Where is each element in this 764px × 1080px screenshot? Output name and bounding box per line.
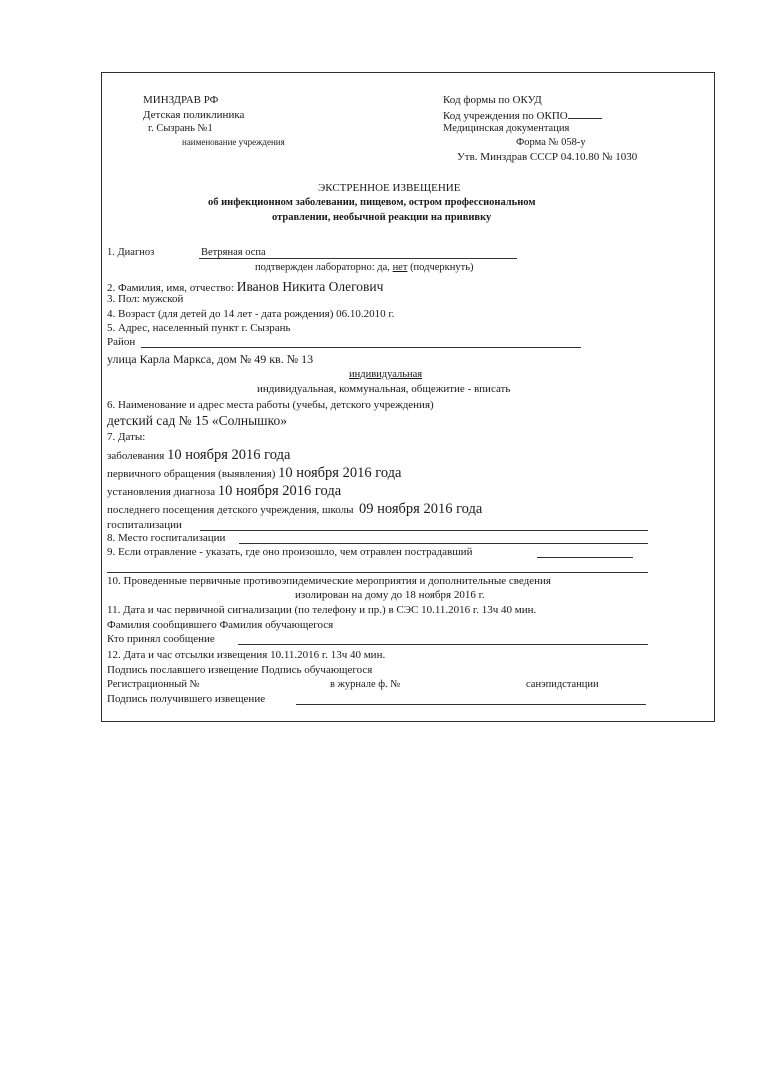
first-visit-value: 10 ноября 2016 года [278,465,402,481]
measures-value: изолирован на дому до 18 ноября 2016 г. [295,589,485,601]
illness-date-value: 10 ноября 2016 года [167,447,291,463]
diagnosis-label: 1. Диагноз [107,247,155,258]
journal-label: в журнале ф. № [330,679,401,690]
workplace-label: 6. Наименование и адрес места работы (учебы, детского учреждения) [107,399,434,411]
institution-caption: наименование учреждения [182,137,285,147]
dates-label: 7. Даты: [107,431,146,443]
doc-subtitle-2: отравлении, необычной реакции на прививку [272,212,492,223]
diagnosis-date-row: установления диагноза 10 ноября 2016 года [107,483,342,499]
sender-sign-row: Подпись пославшего извещение Подпись обучающегося [107,664,373,676]
patient-name-value: Иванов Никита Олегович [236,279,384,294]
first-visit-row: первичного обращения (выявления) 10 ноября 2016 года [107,465,402,481]
recipient-sign-line [296,704,646,705]
okpo-code-label: Код учреждения по ОКПО [443,109,602,122]
lab-confirmed-choice: нет [392,262,408,273]
station-label: санэпидстанции [526,679,599,690]
district-label: Район [107,336,136,348]
hospitalization-label: госпитализации [107,519,182,531]
housing-caption: индивидуальная, коммунальная, общежитие - вписать [257,383,511,395]
sent-row: 12. Дата и час отсылки извещения 10.11.2016 г. 13ч 40 мин. [107,649,386,661]
diagnosis-date-value: 10 ноября 2016 года [217,483,342,499]
reporter-row: Фамилия сообщившего Фамилия обучающегося [107,619,334,631]
signal-row: 11. Дата и час первичной сигнализации (по телефону и пр.) в СЭС 10.11.2016 г. 13ч 40 мин. [107,604,537,616]
institution-city: г. Сызрань №1 [148,123,213,134]
diagnosis-line [199,258,517,259]
poisoning-line [537,557,633,558]
form-number: Форма № 058-у [516,137,586,148]
last-visit-row: последнего посещения детского учреждения, школы 09 ноября 2016 года [107,501,483,517]
diagnosis-value: Ветряная оспа [201,247,266,258]
okud-code-label: Код формы по ОКУД [443,94,542,106]
hospitalization-line [200,530,648,531]
housing-value: индивидуальная [349,369,423,380]
workplace-value: детский сад № 15 «Солнышко» [107,413,287,428]
lab-confirmed: подтвержден лабораторно: да, нет (подчеркнуть) [255,262,474,273]
last-visit-value: 09 ноября 2016 года [359,501,483,517]
doc-title: ЭКСТРЕННОЕ ИЗВЕЩЕНИЕ [318,182,461,194]
district-line [141,347,581,348]
recipient-sign-label: Подпись получившего извещение [107,693,266,705]
street-address: улица Карла Маркса, дом № 49 кв. № 13 [107,352,314,366]
receiver-line [238,644,648,645]
approval-note: Утв. Минздрав СССР 04.10.80 № 1030 [457,151,638,163]
receiver-label: Кто принял сообщение [107,633,215,645]
address-row: 5. Адрес, населенный пункт г. Сызрань [107,322,291,334]
institution-name: Детская поликлиника [143,109,245,121]
poisoning-line-2 [107,572,648,573]
reg-number-label: Регистрационный № [107,679,200,690]
sex-row: 3. Пол: мужской [107,293,184,305]
age-row: 4. Возраст (для детей до 14 лет - дата рождения) 06.10.2010 г. [107,308,395,320]
poisoning-label: 9. Если отравление - указать, где оно произошло, чем отравлен пострадавший [107,546,473,558]
ministry-name: МИНЗДРАВ РФ [143,94,219,106]
illness-date-row: заболевания 10 ноября 2016 года [107,447,291,463]
hospital-place-label: 8. Место госпитализации [107,532,226,544]
doc-subtitle-1: об инфекционном заболевании, пищевом, остром профессиональном [208,197,536,208]
hospital-place-line [239,543,648,544]
medical-doc-label: Медицинская документация [443,123,570,134]
measures-label: 10. Проведенные первичные противоэпидемические мероприятия и дополнительные сведения [107,575,551,587]
patient-name-row: 2. Фамилия, имя, отчество: Иванов Никита Олегович [107,279,384,294]
